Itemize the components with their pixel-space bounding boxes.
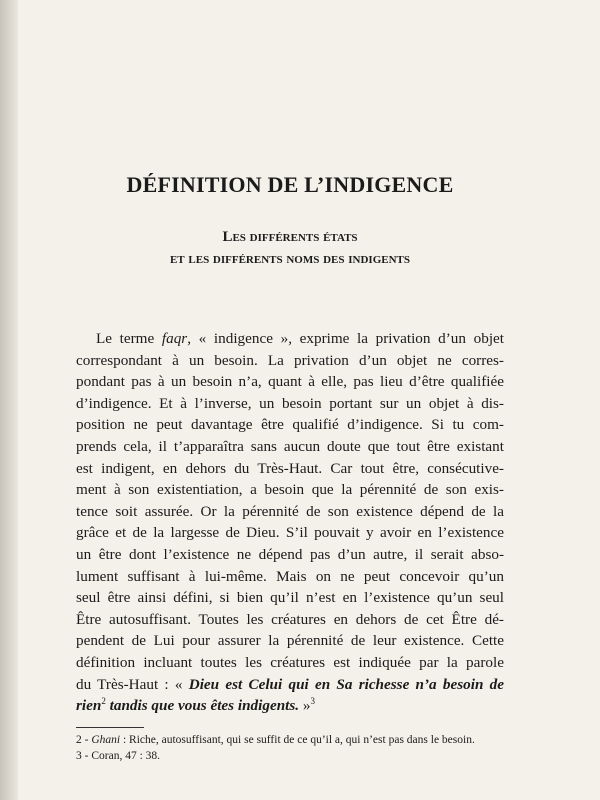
text-line: lument suffisant à lui-même. Mais on ne peut concevoir qu’un — [76, 567, 504, 585]
text-line: seul être ainsi défini, si bien qu’il n’est en l’existence qu’un seul — [76, 589, 504, 607]
text-line: ment à son existentiation, a besoin que la pérennité de son exis- — [76, 481, 504, 499]
text-line: pendent de Lui pour assurer la pérennité de leur existence. Cette — [76, 632, 504, 650]
text-line: prends cela, il t’apparaîtra sans aucun doute que tout être existant — [76, 437, 504, 455]
text-line: Le terme faqr, « indigence », exprime la privation d’un objet — [96, 330, 504, 347]
footnote-3: 3 - Coran, 47 : 38. — [76, 749, 161, 762]
text-line: grâce et de la largesse de Dieu. S’il pouvait y avoir en l’existence — [76, 524, 504, 542]
text-line: Être autosuffisant. Toutes les créatures en dehors de cet Être dé- — [76, 610, 504, 628]
body-paragraph — [76, 328, 504, 717]
text-line: position ne peut davantage être qualifié d’indigence. Si tu com- — [76, 416, 504, 434]
text-line: définition incluant toutes les créatures est indiquée par la parole — [76, 653, 504, 671]
footnote-2: 2 - Ghani : Riche, autosuffisant, qui se suffit de ce qu’il a, qui n’est pas dans le besoin. — [76, 733, 475, 746]
text-line: pondant pas à un besoin n’a, quant à elle, pas lieu d’être qualifiée — [76, 373, 504, 391]
footnotes — [76, 732, 504, 764]
term-faqr: faqr — [161, 330, 188, 347]
text-line: correspondant à un besoin. La privation d’un objet ne corres- — [76, 351, 504, 369]
page-gutter-shadow — [0, 0, 18, 800]
section-subheading — [76, 226, 504, 270]
text-line: est indigent, en dehors du Très-Haut. Car tout être, consécutive- — [76, 459, 504, 477]
text-line: rien$^2$ tandis que vous êtes indigents. »$^3$ — [76, 696, 315, 715]
footnote-ref-2: 2 — [101, 696, 106, 707]
text-line: du Très-Haut : « Dieu est Celui qui en Sa richesse n’a besoin de — [76, 675, 504, 693]
subheading-line-1: Les différents états — [222, 229, 358, 245]
footnote-divider — [76, 727, 144, 728]
text-line: tence soit assurée. Or la pérennité de son existence dépend de la — [76, 502, 504, 520]
text-line: d’indigence. Et à l’inverse, un besoin portant sur un objet à dis- — [76, 394, 504, 412]
text-line: un être dont l’existence ne dépend pas d’un autre, il serait abso- — [76, 545, 504, 563]
quran-quote: Dieu est Celui qui en Sa richesse n’a besoin de — [188, 675, 504, 693]
subheading-line-2: et les différents noms des indigents — [169, 251, 411, 267]
footnote-ref-3: 3 — [310, 696, 315, 707]
book-page — [76, 172, 504, 764]
chapter-heading: DÉFINITION DE L’INDIGENCE — [126, 172, 454, 197]
